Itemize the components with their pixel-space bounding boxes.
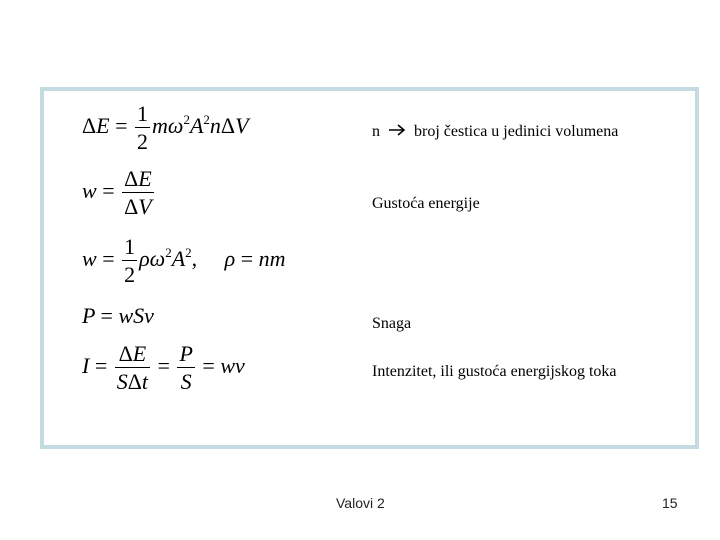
arrow-right-icon — [388, 123, 406, 141]
desc-energy-density: Gustoća energije — [372, 195, 480, 212]
fraction-P-S: $\frac{P}{S}$ — [179, 341, 193, 394]
desc-intensity: Intenzitet, ili gustoća energijskog toka — [372, 363, 617, 380]
desc-n — [372, 123, 618, 141]
desc-power: Snaga — [372, 315, 412, 332]
fraction-one-half: $\frac{1}{2}$ — [137, 101, 149, 154]
n-variable: n — [372, 123, 380, 140]
equation-energy-density: w = $\frac{\Delta E}{\Delta V}$ — [82, 166, 152, 219]
page-number: 15 — [662, 495, 678, 511]
equation-energy: ΔE = $\frac{1}{2}$ $m\omega^2A^2n\Delta V$ — [82, 101, 249, 154]
fraction-dE-Sdt: $\frac{\Delta E}{\text{SΔt}}$ — [116, 341, 149, 394]
fraction-dE-dV: $\frac{\Delta E}{\Delta V}$ — [124, 166, 152, 219]
equation-power: P = wSv — [82, 303, 154, 328]
equation-density-rho: w = $\frac{1}{2}$ $\rho\omega^2A^2$, ρ = nm — [82, 234, 286, 287]
fraction-one-half-2: $\frac{1}{2}$ — [124, 234, 136, 287]
footer-title: Valovi 2 — [336, 495, 385, 511]
equation-intensity: I = $\frac{\Delta E}{\text{SΔt}}$ = $\frac{P}{S}$ = wv — [82, 341, 245, 394]
n-description: broj čestica u jedinici volumena — [414, 123, 619, 140]
